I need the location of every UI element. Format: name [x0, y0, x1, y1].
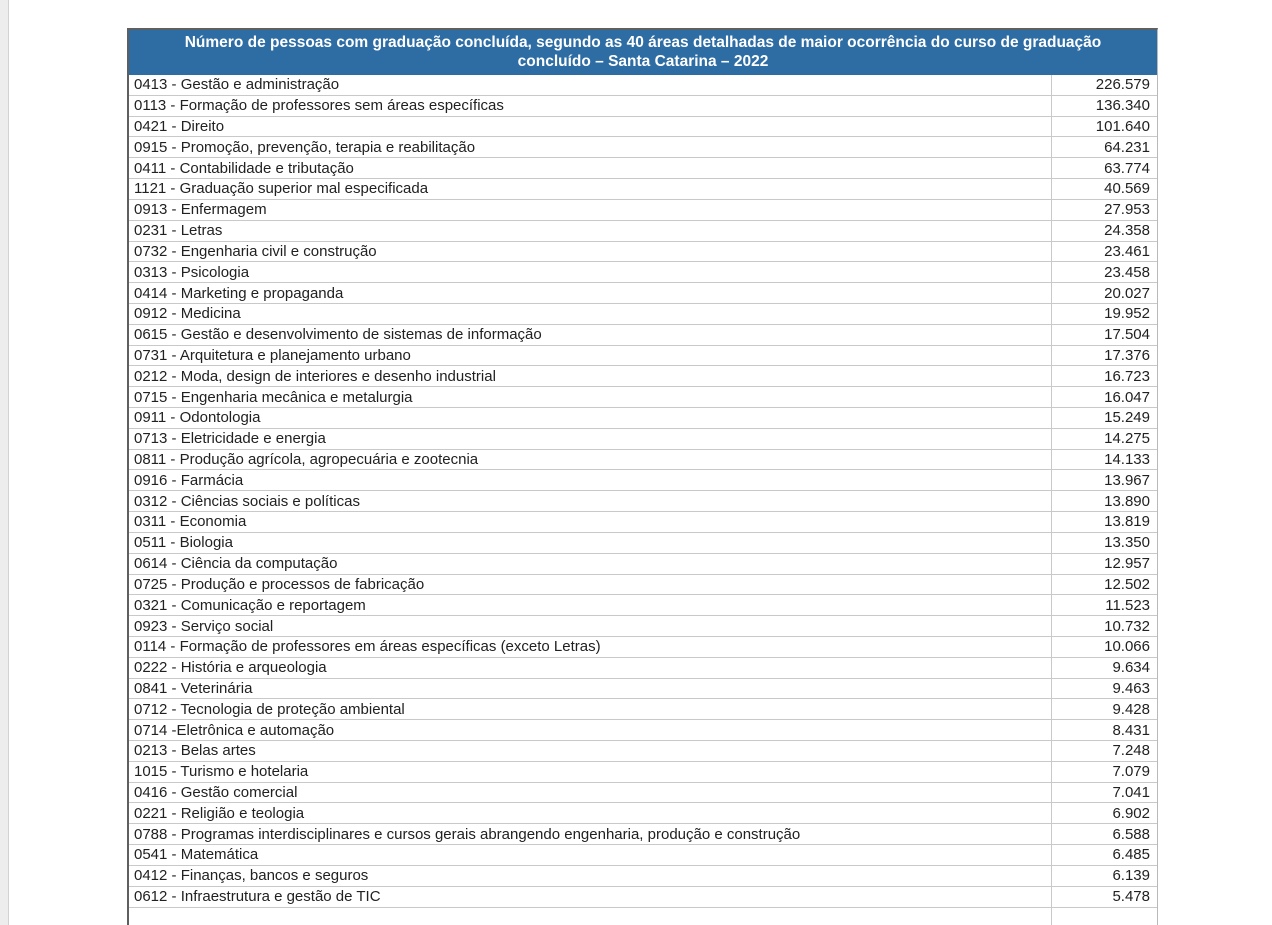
table-row — [129, 533, 1157, 554]
value-cell: 64.231 — [1051, 137, 1157, 157]
value-cell: 12.502 — [1051, 575, 1157, 595]
area-cell: 0511 - Biologia — [134, 534, 233, 552]
table-row — [129, 866, 1157, 887]
value-cell: 27.953 — [1051, 200, 1157, 220]
value-cell: 7.248 — [1051, 741, 1157, 761]
value-cell: 40.569 — [1051, 179, 1157, 199]
value-cell: 17.504 — [1051, 325, 1157, 345]
area-cell: 0714 -Eletrônica e automação — [134, 721, 335, 739]
table-title — [129, 30, 1157, 75]
value-cell: 9.634 — [1051, 658, 1157, 678]
area-cell: 0321 - Comunicação e reportagem — [134, 596, 366, 614]
value-cell: 14.133 — [1051, 450, 1157, 470]
area-cell: 0731 - Arquitetura e planejamento urbano — [134, 346, 411, 364]
table-title-line-1: Número de pessoas com graduação concluída, segundo as 40 áreas detalhadas de maior ocorrência do curso de graduação — [184, 34, 1102, 51]
area-cell: 0213 - Belas artes — [134, 742, 256, 760]
table-row — [129, 429, 1157, 450]
area-cell: 0915 - Promoção, prevenção, terapia e reabilitação — [134, 138, 476, 156]
area-cell: 0725 - Produção e processos de fabricação — [134, 575, 425, 593]
value-cell: 5.478 — [1051, 887, 1157, 907]
value-cell: 23.461 — [1051, 242, 1157, 262]
area-cell: 0114 - Formação de professores em áreas específicas (exceto Letras) — [134, 638, 601, 656]
area-cell: 0811 - Produção agrícola, agropecuária e zootecnia — [134, 451, 479, 469]
table-row — [129, 554, 1157, 575]
table-row — [129, 679, 1157, 700]
area-cell: 0913 - Enfermagem — [134, 201, 267, 219]
table-row — [129, 699, 1157, 720]
area-cell: 0222 - História e arqueologia — [134, 659, 327, 677]
table-row — [129, 783, 1157, 804]
area-cell: 0732 - Engenharia civil e construção — [134, 242, 377, 260]
page-left-edge — [0, 0, 9, 925]
area-cell: 0421 - Direito — [134, 118, 225, 136]
area-cell: 0712 - Tecnologia de proteção ambiental — [134, 700, 405, 718]
value-cell: 12.957 — [1051, 554, 1157, 574]
area-cell-empty — [129, 908, 1051, 925]
area-cell: 0413 - Gestão e administração — [134, 76, 340, 94]
table-row — [129, 741, 1157, 762]
area-cell: 0231 - Letras — [134, 222, 223, 240]
table-row — [129, 512, 1157, 533]
value-cell: 23.458 — [1051, 262, 1157, 282]
table-row — [129, 96, 1157, 117]
table-row — [129, 470, 1157, 491]
area-cell: 0212 - Moda, design de interiores e desenho industrial — [134, 367, 496, 385]
area-cell: 0912 - Medicina — [134, 305, 241, 323]
area-cell: 0313 - Psicologia — [134, 263, 250, 281]
area-cell: 0911 - Odontologia — [134, 409, 261, 427]
value-cell: 15.249 — [1051, 408, 1157, 428]
area-cell: 0916 - Farmácia — [134, 471, 244, 489]
value-cell: 16.723 — [1051, 366, 1157, 386]
area-cell: 0715 - Engenharia mecânica e metalurgia — [134, 388, 413, 406]
value-cell: 13.350 — [1051, 533, 1157, 553]
area-cell: 0113 - Formação de professores sem áreas específicas — [134, 97, 504, 115]
table-row — [129, 720, 1157, 741]
table-row — [129, 200, 1157, 221]
value-cell: 10.732 — [1051, 616, 1157, 636]
table-row — [129, 325, 1157, 346]
value-cell: 6.902 — [1051, 803, 1157, 823]
table-row — [129, 803, 1157, 824]
graduacao-table — [127, 28, 1158, 925]
area-cell: 1121 - Graduação superior mal especificada — [134, 180, 429, 198]
value-cell: 226.579 — [1051, 75, 1157, 95]
value-cell: 6.139 — [1051, 866, 1157, 886]
area-cell: 0923 - Serviço social — [134, 617, 274, 635]
table-row — [129, 346, 1157, 367]
area-cell: 0841 - Veterinária — [134, 679, 253, 697]
table-row — [129, 450, 1157, 471]
area-cell: 0311 - Economia — [134, 513, 247, 531]
table-row — [129, 616, 1157, 637]
table-row — [129, 658, 1157, 679]
value-cell: 10.066 — [1051, 637, 1157, 657]
table-row — [129, 575, 1157, 596]
area-cell: 1015 - Turismo e hotelaria — [134, 763, 309, 781]
value-cell: 17.376 — [1051, 346, 1157, 366]
area-cell: 0411 - Contabilidade e tributação — [134, 159, 354, 177]
value-cell: 8.431 — [1051, 720, 1157, 740]
value-cell: 19.952 — [1051, 304, 1157, 324]
value-cell: 13.967 — [1051, 470, 1157, 490]
value-cell: 63.774 — [1051, 158, 1157, 178]
table-row — [129, 283, 1157, 304]
table-row — [129, 595, 1157, 616]
area-cell: 0416 - Gestão comercial — [134, 784, 298, 802]
value-cell: 13.890 — [1051, 491, 1157, 511]
table-row — [129, 221, 1157, 242]
value-cell: 9.428 — [1051, 699, 1157, 719]
value-cell: 13.819 — [1051, 512, 1157, 532]
area-cell: 0412 - Finanças, bancos e seguros — [134, 867, 369, 885]
area-cell: 0615 - Gestão e desenvolvimento de sistemas de informação — [134, 326, 542, 344]
value-cell: 6.588 — [1051, 824, 1157, 844]
area-cell: 0614 - Ciência da computação — [134, 555, 338, 573]
area-cell: 0612 - Infraestrutura e gestão de TIC — [134, 888, 381, 906]
table-row — [129, 137, 1157, 158]
area-cell: 0312 - Ciências sociais e políticas — [134, 492, 360, 510]
table-body — [129, 75, 1157, 908]
value-cell-empty — [1051, 908, 1157, 925]
value-cell: 20.027 — [1051, 283, 1157, 303]
value-cell: 136.340 — [1051, 96, 1157, 116]
area-cell: 0221 - Religião e teologia — [134, 804, 305, 822]
area-cell: 0788 - Programas interdisciplinares e cursos gerais abrangendo engenharia, produção e construção — [134, 825, 801, 843]
table-row — [129, 304, 1157, 325]
table-row — [129, 158, 1157, 179]
value-cell: 7.079 — [1051, 762, 1157, 782]
table-row — [129, 637, 1157, 658]
value-cell: 14.275 — [1051, 429, 1157, 449]
table-row — [129, 262, 1157, 283]
table-row — [129, 366, 1157, 387]
table-row — [129, 75, 1157, 96]
area-cell: 0414 - Marketing e propaganda — [134, 284, 344, 302]
area-cell: 0541 - Matemática — [134, 846, 259, 864]
table-row — [129, 887, 1157, 908]
value-cell: 9.463 — [1051, 679, 1157, 699]
table-row — [129, 408, 1157, 429]
value-cell: 24.358 — [1051, 221, 1157, 241]
table-row — [129, 179, 1157, 200]
value-cell: 16.047 — [1051, 387, 1157, 407]
table-title-line-2: concluído – Santa Catarina – 2022 — [517, 53, 769, 70]
value-cell: 11.523 — [1051, 595, 1157, 615]
table-row — [129, 117, 1157, 138]
value-cell: 7.041 — [1051, 783, 1157, 803]
value-cell: 6.485 — [1051, 845, 1157, 865]
table-row — [129, 387, 1157, 408]
table-row — [129, 242, 1157, 263]
table-row — [129, 491, 1157, 512]
area-cell: 0713 - Eletricidade e energia — [134, 430, 326, 448]
table-partial-row — [129, 908, 1157, 925]
value-cell: 101.640 — [1051, 117, 1157, 137]
table-row — [129, 762, 1157, 783]
table-row — [129, 824, 1157, 845]
table-row — [129, 845, 1157, 866]
